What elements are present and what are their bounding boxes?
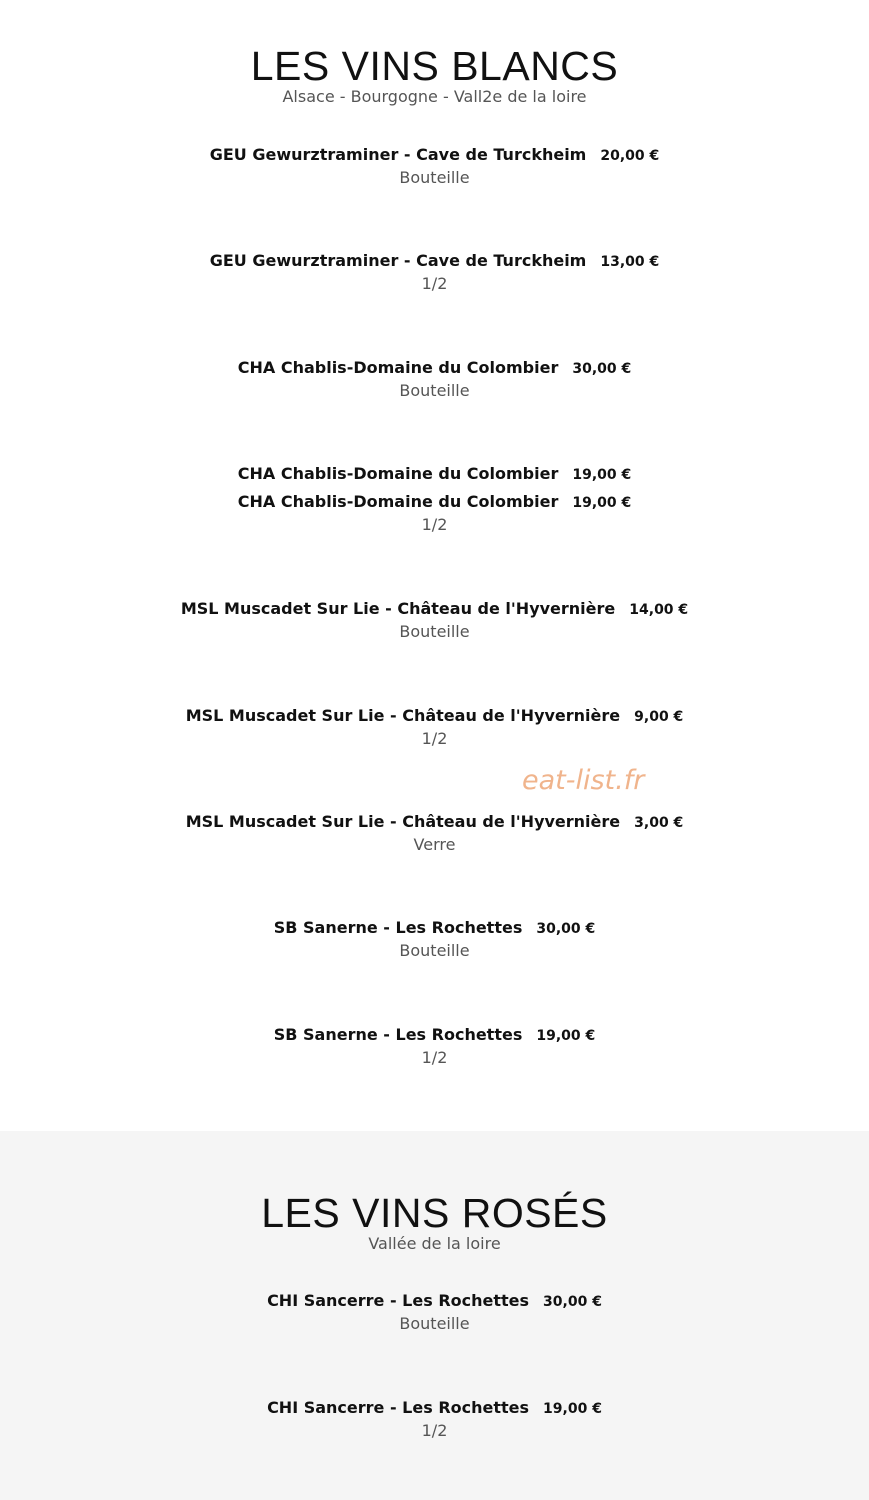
item-name: CHA Chablis-Domaine du Colombier xyxy=(237,464,559,483)
section-title: LES VINS BLANCS xyxy=(250,43,619,89)
item-name: SB Sanerne - Les Rochettes xyxy=(273,918,523,937)
section-subtitle: Alsace - Bourgogne - Vall2e de la loire xyxy=(282,87,587,106)
item-name: SB Sanerne - Les Rochettes xyxy=(273,1025,523,1044)
item-name: CHI Sancerre - Les Rochettes xyxy=(267,1291,530,1310)
menu-item xyxy=(0,463,869,486)
menu-item xyxy=(0,917,869,940)
item-size: Verre xyxy=(413,835,456,854)
item-name: CHI Sancerre - Les Rochettes xyxy=(267,1398,530,1417)
item-size: Bouteille xyxy=(399,381,470,400)
item-size: 1/2 xyxy=(421,729,448,748)
item-name: MSL Muscadet Sur Lie - Château de l'Hyvernière xyxy=(185,706,621,725)
item-name: MSL Muscadet Sur Lie - Château de l'Hyvernière xyxy=(180,599,616,618)
item-name: GEU Gewurztraminer - Cave de Turckheim xyxy=(209,145,587,164)
item-name: MSL Muscadet Sur Lie - Château de l'Hyvernière xyxy=(185,812,621,831)
item-size: Bouteille xyxy=(399,941,470,960)
menu-item xyxy=(0,250,869,273)
menu-item xyxy=(0,1290,869,1313)
item-name: CHA Chablis-Domaine du Colombier xyxy=(237,358,559,377)
item-size: 1/2 xyxy=(421,1048,448,1067)
item-size: 1/2 xyxy=(421,274,448,293)
item-name: CHA Chablis-Domaine du Colombier xyxy=(237,492,559,511)
section-title: LES VINS ROSÉS xyxy=(261,1190,608,1236)
item-price: 30,00 € xyxy=(536,921,596,937)
menu-item xyxy=(0,357,869,380)
item-price: 30,00 € xyxy=(543,1294,602,1310)
item-size: 1/2 xyxy=(421,515,448,534)
item-size: Bouteille xyxy=(399,168,470,187)
item-price: 19,00 € xyxy=(536,1028,596,1044)
item-price: 19,00 € xyxy=(572,495,632,511)
item-price: 19,00 € xyxy=(543,1401,602,1417)
item-price: 9,00 € xyxy=(634,709,684,725)
item-price: 3,00 € xyxy=(634,815,684,831)
menu-item xyxy=(0,598,869,621)
item-size: Bouteille xyxy=(399,1314,470,1333)
menu-item xyxy=(0,144,869,167)
item-price: 19,00 € xyxy=(572,467,632,483)
section-subtitle: Vallée de la loire xyxy=(368,1234,501,1253)
watermark: eat-list.fr xyxy=(522,765,645,796)
menu-item xyxy=(0,1024,869,1047)
item-size: 1/2 xyxy=(421,1421,448,1440)
item-price: 14,00 € xyxy=(629,602,689,618)
item-name: GEU Gewurztraminer - Cave de Turckheim xyxy=(209,251,587,270)
item-size: Bouteille xyxy=(399,622,470,641)
item-price: 13,00 € xyxy=(600,254,660,270)
menu-item xyxy=(0,491,869,514)
menu-item xyxy=(0,811,869,834)
menu-item xyxy=(0,1397,869,1420)
rose-wines-section xyxy=(0,1131,869,1500)
item-price: 30,00 € xyxy=(572,361,632,377)
menu-item xyxy=(0,705,869,728)
item-price: 20,00 € xyxy=(600,148,660,164)
